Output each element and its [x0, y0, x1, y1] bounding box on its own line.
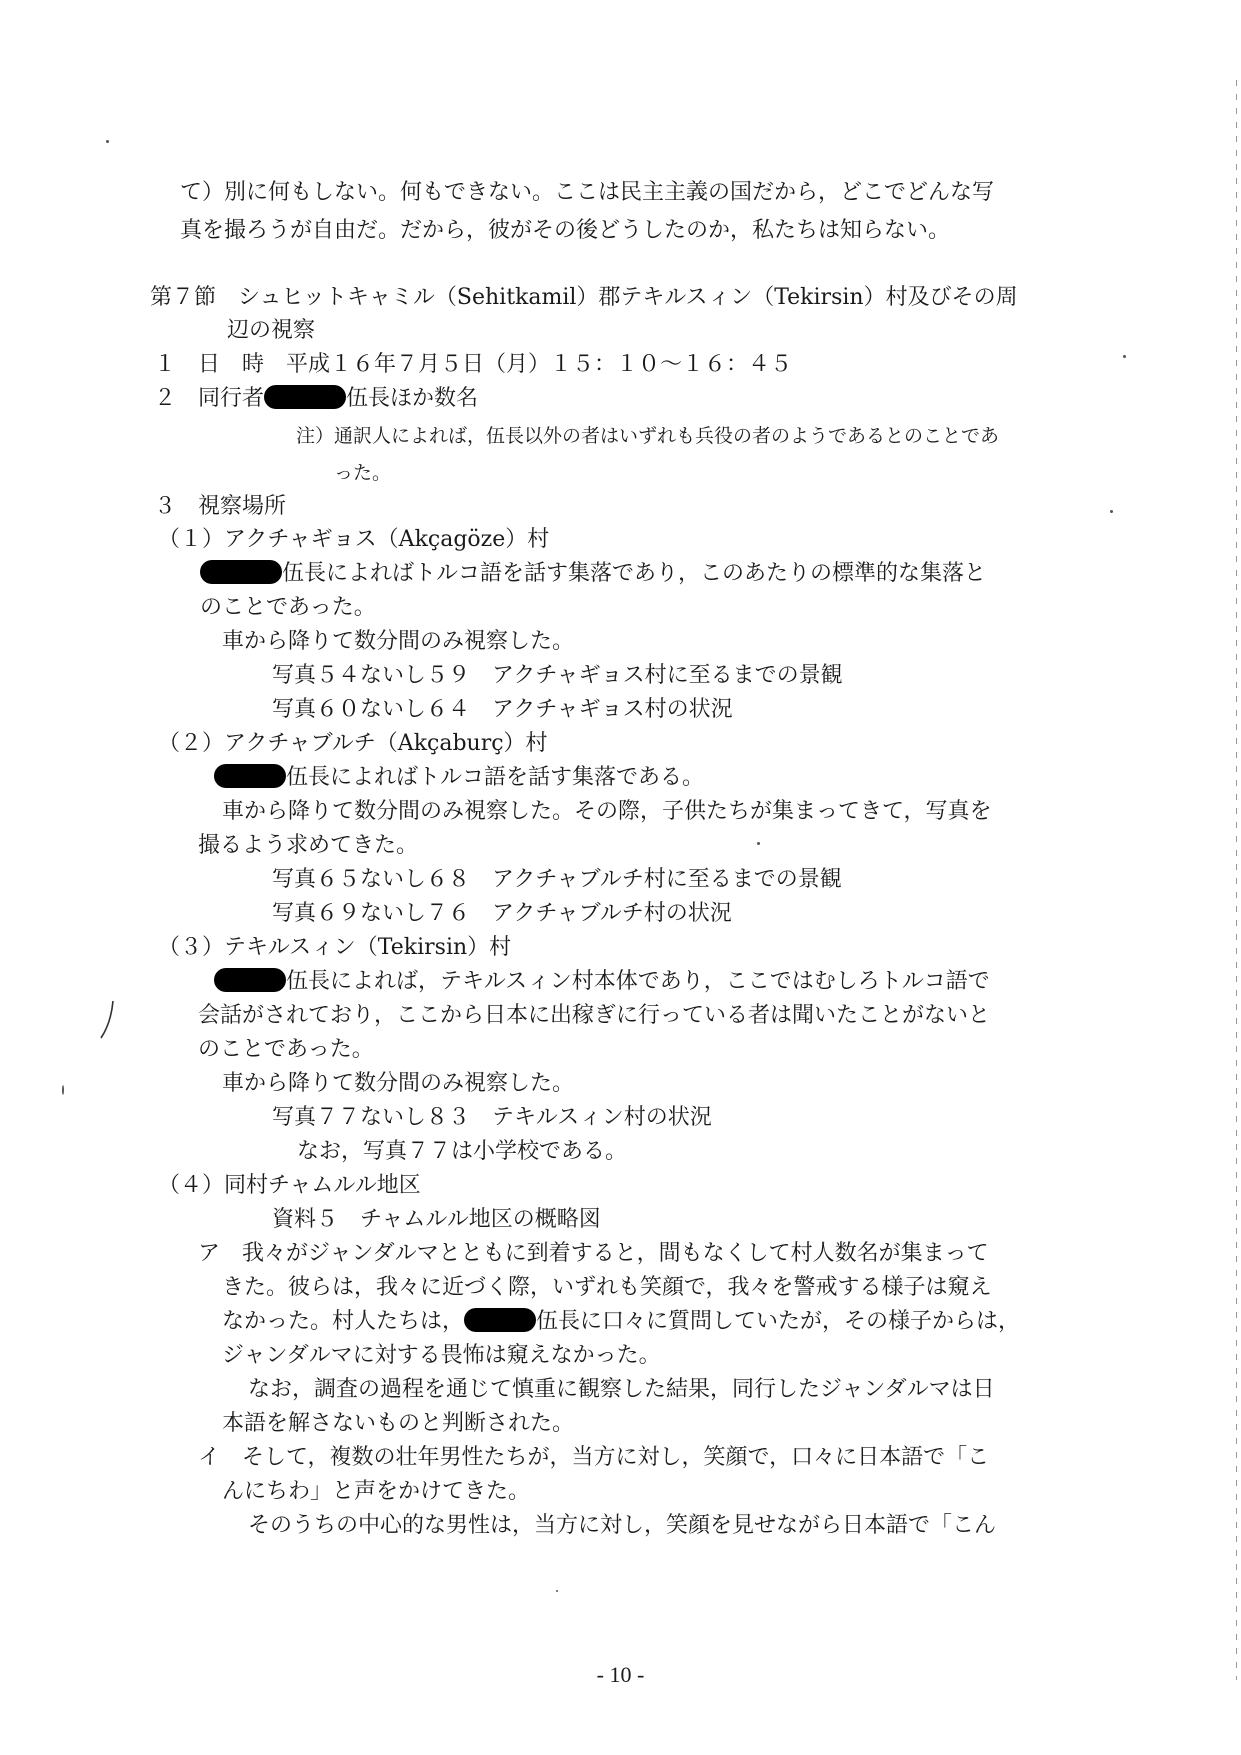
text-span: 伍長によれば，テキルスィン村本体であり，ここではむしろトルコ語で	[286, 969, 990, 994]
text-line: 車から降りて数分間のみ視察した。	[222, 629, 575, 654]
text-line: きた。彼らは，我々に近づく際，いずれも笑顔で，我々を警戒する様子は窺え	[222, 1275, 992, 1300]
scan-speck	[1123, 355, 1126, 358]
photo-ref: 写真６５ないし６８ アクチャブルチ村に至るまでの景観	[272, 867, 842, 892]
subheading-3: （３）テキルスィン（Tekirsin）村	[158, 935, 512, 960]
scan-speck	[106, 140, 109, 143]
text-line: 本語を解さないものと判断された。	[222, 1411, 575, 1436]
text-span: 伍長によればトルコ語を話す集落であり，このあたりの標準的な集落と	[282, 561, 987, 586]
item-locations: ３ 視察場所	[154, 494, 287, 519]
text-line: イ そして，複数の壮年男性たちが，当方に対し，笑顔で，口々に日本語で「こ	[198, 1445, 990, 1470]
text-line	[222, 1307, 1020, 1337]
scan-speck	[62, 1085, 64, 1095]
redaction-mark	[464, 1308, 536, 1332]
text-line: のことであった。	[198, 1037, 374, 1062]
subheading-1: （１）アクチャギョス（Akçagöze）村	[158, 527, 550, 552]
photo-ref: 写真５４ないし５９ アクチャギョス村に至るまでの景観	[272, 663, 843, 688]
redaction-mark	[214, 764, 286, 788]
text-line: ジャンダルマに対する畏怖は窺えなかった。	[222, 1343, 661, 1368]
text-line: んにちわ」と声をかけてきた。	[222, 1479, 531, 1504]
subheading-2: （２）アクチャブルチ（Akçaburç）村	[158, 731, 548, 756]
scan-speck	[556, 1590, 558, 1592]
item-companions-value: 伍長ほか数名	[346, 386, 479, 411]
text-line: 会話がされており，ここから日本に出稼ぎに行っている者は聞いたことがないと	[198, 1003, 991, 1028]
text-span: 伍長に口々に質問していたが，その様子からは，	[536, 1309, 1021, 1334]
text-line	[214, 763, 704, 793]
subheading-4: （４）同村チャムルル地区	[158, 1173, 421, 1198]
text-line: なお，写真７７は小学校である。	[297, 1139, 628, 1164]
section-heading-cont: 辺の視察	[227, 318, 316, 343]
text-line: のことであった。	[200, 595, 376, 620]
text-line: ア 我々がジャンダルマとともに到着すると，間もなくして村人数名が集まって	[198, 1241, 989, 1266]
text-line: 車から降りて数分間のみ視察した。その際，子供たちが集まってきて，写真を	[222, 799, 992, 824]
text-span: 伍長によればトルコ語を話す集落である。	[286, 765, 705, 790]
photo-ref: 写真６９ないし７６ アクチャブルチ村の状況	[272, 901, 732, 926]
text-line: なお，調査の過程を通じて慎重に観察した結果，同行したジャンダルマは日	[248, 1377, 995, 1402]
item-companions-label: ２ 同行者	[154, 386, 265, 411]
page-number: - 10 -	[596, 1662, 645, 1687]
note-line: った。	[334, 462, 392, 484]
note-line: 注）通訳人によれば，伍長以外の者はいずれも兵役の者のようであるとのことであ	[296, 425, 1000, 447]
text-line: て）別に何もしない。何もできない。ここは民主主義の国だから，どこでどんな写	[180, 180, 995, 205]
text-line: そのうちの中心的な男性は，当方に対し，笑顔を見せながら日本語で「こん	[248, 1513, 997, 1538]
photo-ref: 写真７７ないし８３ テキルスィン村の状況	[272, 1105, 712, 1130]
text-line	[214, 967, 990, 997]
redaction-mark	[264, 385, 346, 409]
text-line: 車から降りて数分間のみ視察した。	[222, 1071, 575, 1096]
section-heading: 第７節 シュヒットキャミル（Sehitkamil）郡テキルスィン（Tekirsin）村及びその周	[150, 285, 1018, 310]
redaction-mark	[214, 968, 286, 992]
binder-edge	[1236, 80, 1237, 1680]
item-datetime: １ 日 時 平成１６年７月５日（月）１５：１０〜１６：４５	[154, 352, 793, 377]
text-span: なかった。村人たちは，	[222, 1309, 465, 1334]
item-companions	[154, 384, 478, 414]
redaction-mark	[200, 560, 282, 584]
photo-ref: 写真６０ないし６４ アクチャギョス村の状況	[272, 697, 733, 722]
scan-speck	[757, 842, 760, 845]
text-line: 撮るよう求めてきた。	[198, 833, 419, 858]
scan-speck	[1110, 510, 1113, 513]
pen-mark	[98, 998, 118, 1042]
text-line	[200, 559, 986, 589]
text-line: 真を撮ろうが自由だ。だから，彼がその後どうしたのか，私たちは知らない。	[180, 218, 951, 243]
material-ref: 資料５ チャムルル地区の概略図	[272, 1207, 601, 1232]
